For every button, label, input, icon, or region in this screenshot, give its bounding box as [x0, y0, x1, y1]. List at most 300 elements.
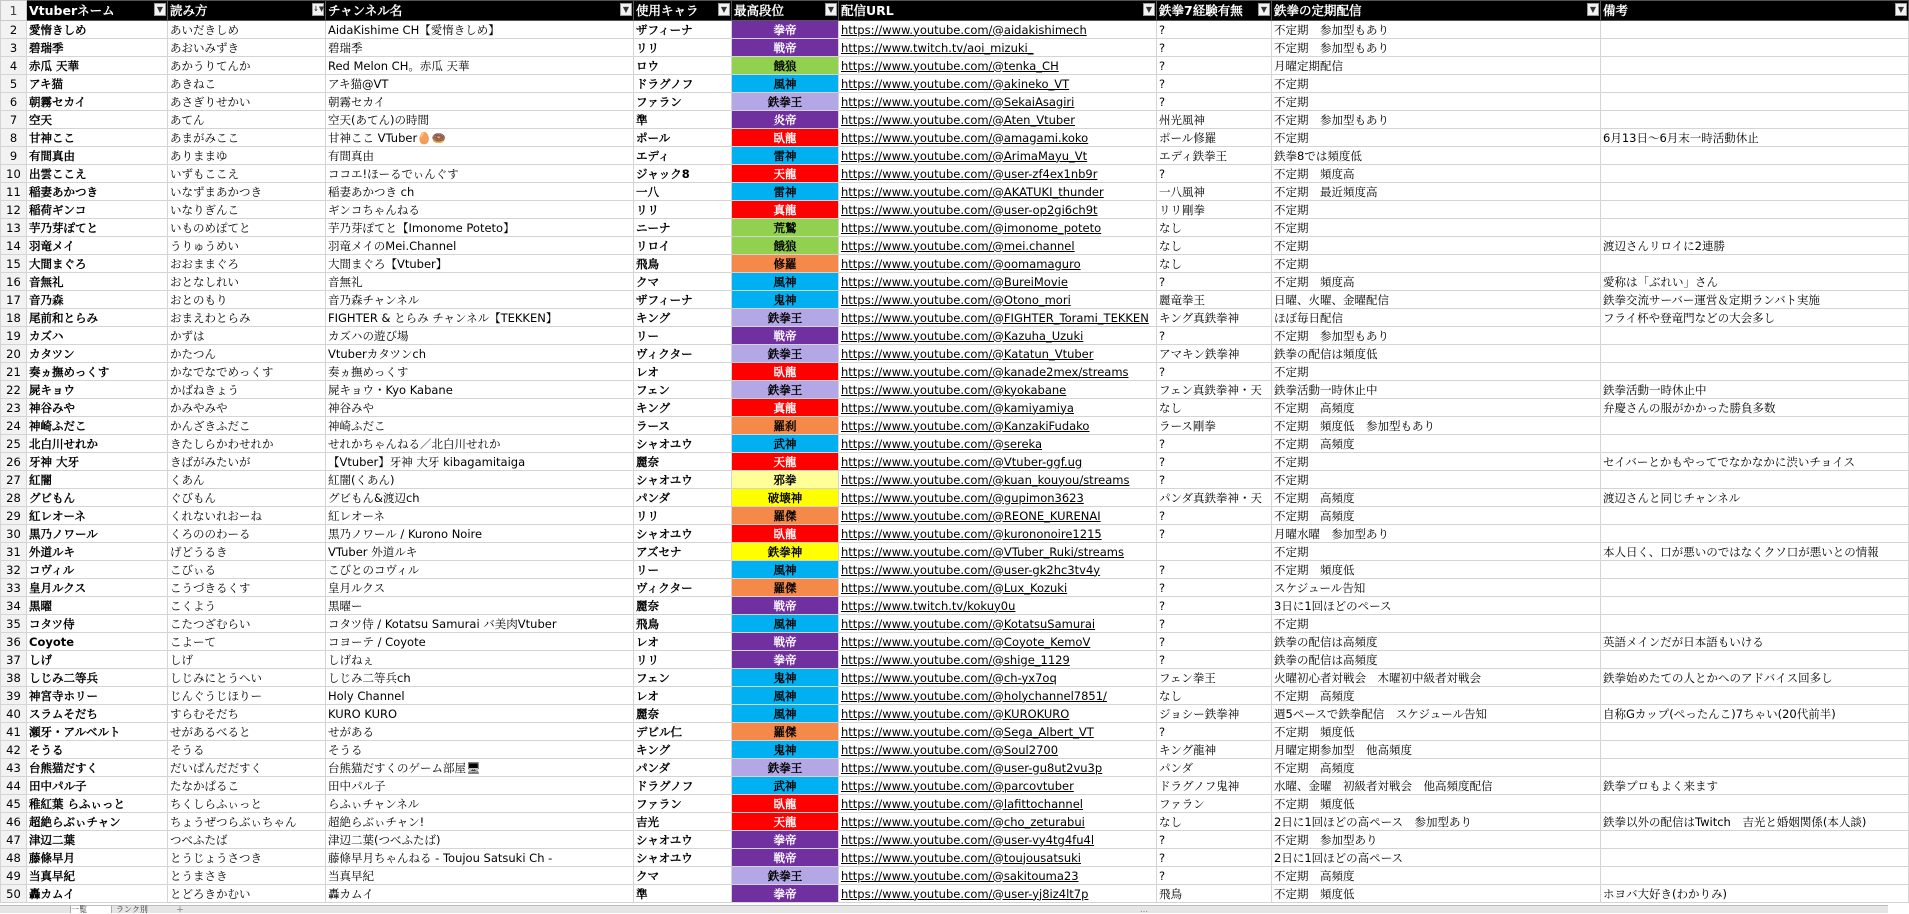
character-cell[interactable]: 一八	[634, 183, 732, 201]
channel-name-cell[interactable]: 【Vtuber】牙神 大牙 kibagamitaiga	[326, 453, 634, 471]
notes-cell[interactable]	[1601, 93, 1909, 111]
reading-cell[interactable]: かたつん	[168, 345, 326, 363]
vtuber-name-cell[interactable]: 轟カムイ	[27, 885, 168, 903]
channel-name-cell[interactable]: 超絶らぶぃチャン!	[326, 813, 634, 831]
notes-cell[interactable]: 自称Gカップ(ぺったんこ)7ちゃい(20代前半)	[1601, 705, 1909, 723]
reading-cell[interactable]: しげ	[168, 651, 326, 669]
notes-cell[interactable]	[1601, 831, 1909, 849]
t7-experience-cell[interactable]: 飛鳥	[1157, 885, 1272, 903]
character-cell[interactable]: ザフィーナ	[634, 291, 732, 309]
t7-experience-cell[interactable]: なし	[1157, 399, 1272, 417]
notes-cell[interactable]	[1601, 687, 1909, 705]
t7-experience-cell[interactable]: ?	[1157, 831, 1272, 849]
url-cell[interactable]: https://www.youtube.com/@toujousatsuki	[839, 849, 1157, 867]
row-number[interactable]: 45	[1, 795, 27, 813]
column-header-3[interactable]	[326, 1, 634, 21]
character-cell[interactable]: リリ	[634, 651, 732, 669]
vtuber-name-cell[interactable]: 津辺二葉	[27, 831, 168, 849]
notes-cell[interactable]	[1601, 147, 1909, 165]
notes-cell[interactable]: 鉄拳プロもよく来ます	[1601, 777, 1909, 795]
character-cell[interactable]: キング	[634, 309, 732, 327]
channel-name-cell[interactable]: 芋乃芽ぽてと【Imonome Poteto】	[326, 219, 634, 237]
row-number[interactable]: 2	[1, 21, 27, 39]
url-cell[interactable]: https://www.youtube.com/@Katatun_Vtuber	[839, 345, 1157, 363]
t7-experience-cell[interactable]: ?	[1157, 723, 1272, 741]
channel-name-cell[interactable]: カズハの遊び場	[326, 327, 634, 345]
t7-experience-cell[interactable]: 州光風神	[1157, 111, 1272, 129]
character-cell[interactable]: 飛鳥	[634, 615, 732, 633]
character-cell[interactable]: デビル仁	[634, 723, 732, 741]
url-cell[interactable]: https://www.youtube.com/@Lux_Kozuki	[839, 579, 1157, 597]
row-number-header[interactable]: 1	[1, 1, 27, 21]
t7-experience-cell[interactable]: ?	[1157, 21, 1272, 39]
notes-cell[interactable]	[1601, 651, 1909, 669]
row-number[interactable]: 11	[1, 183, 27, 201]
notes-cell[interactable]	[1601, 201, 1909, 219]
character-cell[interactable]: ロウ	[634, 57, 732, 75]
regular-stream-cell[interactable]: 鉄拳の配信は高頻度	[1272, 651, 1601, 669]
row-number[interactable]: 50	[1, 885, 27, 903]
reading-cell[interactable]: かずは	[168, 327, 326, 345]
regular-stream-cell[interactable]: 不定期	[1272, 615, 1601, 633]
rank-cell[interactable]: 鉄拳王	[732, 309, 839, 327]
regular-stream-cell[interactable]: 不定期	[1272, 543, 1601, 561]
reading-cell[interactable]: こよーて	[168, 633, 326, 651]
sheet-tab-rank[interactable]: ランク別	[116, 905, 148, 914]
vtuber-name-cell[interactable]: 赤瓜 天華	[27, 57, 168, 75]
row-number[interactable]: 15	[1, 255, 27, 273]
character-cell[interactable]: ファラン	[634, 93, 732, 111]
reading-cell[interactable]: だいぱんだだすく	[168, 759, 326, 777]
t7-experience-cell[interactable]: パンダ真鉄拳神・天	[1157, 489, 1272, 507]
row-number[interactable]: 17	[1, 291, 27, 309]
url-cell[interactable]: https://www.youtube.com/@mei.channel	[839, 237, 1157, 255]
regular-stream-cell[interactable]: 3日に1回ほどのペース	[1272, 597, 1601, 615]
filter-dropdown-icon[interactable]: ▼	[620, 3, 632, 16]
reading-cell[interactable]: いずもここえ	[168, 165, 326, 183]
notes-cell[interactable]: 本人日く、口が悪いのではなくクソ口が悪いとの情報	[1601, 543, 1909, 561]
t7-experience-cell[interactable]: ?	[1157, 651, 1272, 669]
notes-cell[interactable]	[1601, 183, 1909, 201]
channel-name-cell[interactable]: せがある	[326, 723, 634, 741]
vtuber-name-cell[interactable]: Coyote	[27, 633, 168, 651]
channel-name-cell[interactable]: AidaKishime CH【愛惰きしめ】	[326, 21, 634, 39]
channel-name-cell[interactable]: グビもん&渡辺ch	[326, 489, 634, 507]
rank-cell[interactable]: 羅傑	[732, 507, 839, 525]
reading-cell[interactable]: おとなしれい	[168, 273, 326, 291]
notes-cell[interactable]	[1601, 327, 1909, 345]
notes-cell[interactable]: フライ杯や登竜門などの大会多し	[1601, 309, 1909, 327]
filter-dropdown-icon[interactable]: ▼	[1143, 3, 1155, 16]
url-cell[interactable]: https://www.youtube.com/@user-yj8iz4lt7p	[839, 885, 1157, 903]
regular-stream-cell[interactable]: 不定期	[1272, 219, 1601, 237]
channel-name-cell[interactable]: こびとのコヴィル	[326, 561, 634, 579]
vtuber-name-cell[interactable]: 神宮寺ホリー	[27, 687, 168, 705]
t7-experience-cell[interactable]: ?	[1157, 435, 1272, 453]
character-cell[interactable]: ラース	[634, 417, 732, 435]
regular-stream-cell[interactable]: 不定期 高頻度	[1272, 759, 1601, 777]
row-number[interactable]: 19	[1, 327, 27, 345]
regular-stream-cell[interactable]: 不定期 高頻度	[1272, 489, 1601, 507]
character-cell[interactable]: リリ	[634, 201, 732, 219]
character-cell[interactable]: ジャック8	[634, 165, 732, 183]
channel-name-cell[interactable]: 台熊猫だすくのゲーム部屋🖥	[326, 759, 634, 777]
vtuber-name-cell[interactable]: グビもん	[27, 489, 168, 507]
url-cell[interactable]: https://www.youtube.com/@kamiyamiya	[839, 399, 1157, 417]
url-cell[interactable]: https://www.youtube.com/@ch-yx7oq	[839, 669, 1157, 687]
rank-cell[interactable]: 拳帝	[732, 885, 839, 903]
regular-stream-cell[interactable]: 月曜定期参加型 他高頻度	[1272, 741, 1601, 759]
row-number[interactable]: 8	[1, 129, 27, 147]
reading-cell[interactable]: おおままぐろ	[168, 255, 326, 273]
vtuber-name-cell[interactable]: 田中パル子	[27, 777, 168, 795]
regular-stream-cell[interactable]: 2日に1回ほどの高ペース	[1272, 849, 1601, 867]
row-number[interactable]: 37	[1, 651, 27, 669]
reading-cell[interactable]: ぐびもん	[168, 489, 326, 507]
regular-stream-cell[interactable]: 月曜定期配信	[1272, 57, 1601, 75]
notes-cell[interactable]: 鉄拳交流サーバー運営＆定期ランバト実施	[1601, 291, 1909, 309]
channel-name-cell[interactable]: 神崎ふだこ	[326, 417, 634, 435]
row-number[interactable]: 10	[1, 165, 27, 183]
channel-name-cell[interactable]: Vtuberカタツンch	[326, 345, 634, 363]
vtuber-name-cell[interactable]: 空天	[27, 111, 168, 129]
url-cell[interactable]: https://www.youtube.com/@imonome_poteto	[839, 219, 1157, 237]
row-number[interactable]: 7	[1, 111, 27, 129]
rank-cell[interactable]: 餓狼	[732, 237, 839, 255]
row-number[interactable]: 21	[1, 363, 27, 381]
character-cell[interactable]: リー	[634, 561, 732, 579]
reading-cell[interactable]: あきねこ	[168, 75, 326, 93]
rank-cell[interactable]: 拳帝	[732, 21, 839, 39]
row-number[interactable]: 28	[1, 489, 27, 507]
notes-cell[interactable]: 渡辺さんリロイに2連勝	[1601, 237, 1909, 255]
rank-cell[interactable]: 戦帝	[732, 597, 839, 615]
rank-cell[interactable]: 修羅	[732, 255, 839, 273]
url-cell[interactable]: https://www.youtube.com/@user-gu8ut2vu3p	[839, 759, 1157, 777]
regular-stream-cell[interactable]: 不定期 高頻度	[1272, 867, 1601, 885]
rank-cell[interactable]: 鉄拳王	[732, 759, 839, 777]
rank-cell[interactable]: 鬼神	[732, 741, 839, 759]
notes-cell[interactable]	[1601, 111, 1909, 129]
regular-stream-cell[interactable]: 不定期	[1272, 453, 1601, 471]
column-header-6[interactable]	[839, 1, 1157, 21]
reading-cell[interactable]: こうづきるくす	[168, 579, 326, 597]
row-number[interactable]: 16	[1, 273, 27, 291]
rank-cell[interactable]: 荒鷲	[732, 219, 839, 237]
rank-cell[interactable]: 羅刹	[732, 417, 839, 435]
vtuber-name-cell[interactable]: コヴィル	[27, 561, 168, 579]
regular-stream-cell[interactable]: 週5ペースで鉄拳配信 スケジュール告知	[1272, 705, 1601, 723]
channel-name-cell[interactable]: 羽竜メイのMei.Channel	[326, 237, 634, 255]
row-number[interactable]: 40	[1, 705, 27, 723]
character-cell[interactable]: ヴィクター	[634, 345, 732, 363]
row-number[interactable]: 39	[1, 687, 27, 705]
vtuber-name-cell[interactable]: 紅闇	[27, 471, 168, 489]
url-cell[interactable]: https://www.youtube.com/@aidakishimech	[839, 21, 1157, 39]
reading-cell[interactable]: せがあるべると	[168, 723, 326, 741]
row-number[interactable]: 44	[1, 777, 27, 795]
rank-cell[interactable]: 鬼神	[732, 669, 839, 687]
url-cell[interactable]: https://www.youtube.com/@lafittochannel	[839, 795, 1157, 813]
rank-cell[interactable]: 鉄拳神	[732, 543, 839, 561]
channel-name-cell[interactable]: 紅レオーネ	[326, 507, 634, 525]
row-number[interactable]: 26	[1, 453, 27, 471]
reading-cell[interactable]: あいだきしめ	[168, 21, 326, 39]
vtuber-name-cell[interactable]: 有間真由	[27, 147, 168, 165]
row-number[interactable]: 33	[1, 579, 27, 597]
regular-stream-cell[interactable]: 不定期 参加型あり	[1272, 831, 1601, 849]
url-cell[interactable]: https://www.youtube.com/@oomamaguro	[839, 255, 1157, 273]
t7-experience-cell[interactable]: なし	[1157, 219, 1272, 237]
url-cell[interactable]: https://www.youtube.com/@Aten_Vtuber	[839, 111, 1157, 129]
t7-experience-cell[interactable]: なし	[1157, 255, 1272, 273]
rank-cell[interactable]: 武神	[732, 777, 839, 795]
notes-cell[interactable]	[1601, 867, 1909, 885]
url-cell[interactable]: https://www.twitch.tv/aoi_mizuki_	[839, 39, 1157, 57]
character-cell[interactable]: リー	[634, 327, 732, 345]
channel-name-cell[interactable]: ココエ!ほーるでぃんぐす	[326, 165, 634, 183]
t7-experience-cell[interactable]: フェン拳王	[1157, 669, 1272, 687]
character-cell[interactable]: フェン	[634, 381, 732, 399]
regular-stream-cell[interactable]: 不定期	[1272, 129, 1601, 147]
vtuber-name-cell[interactable]: 稲荷ギンコ	[27, 201, 168, 219]
rank-cell[interactable]: 羅傑	[732, 579, 839, 597]
regular-stream-cell[interactable]: 不定期 頻度低 参加型もあり	[1272, 417, 1601, 435]
vtuber-name-cell[interactable]: スラムそだち	[27, 705, 168, 723]
sheet-tab-list[interactable]: 一覧	[70, 906, 112, 913]
vtuber-name-cell[interactable]: しじみ二等兵	[27, 669, 168, 687]
vtuber-name-cell[interactable]: 黒乃ノワール	[27, 525, 168, 543]
row-number[interactable]: 9	[1, 147, 27, 165]
rank-cell[interactable]: 破壊神	[732, 489, 839, 507]
character-cell[interactable]: 吉光	[634, 813, 732, 831]
rank-cell[interactable]: 臥龍	[732, 129, 839, 147]
t7-experience-cell[interactable]: ?	[1157, 453, 1272, 471]
notes-cell[interactable]	[1601, 849, 1909, 867]
vtuber-name-cell[interactable]: 超絶らぶぃチャン	[27, 813, 168, 831]
vtuber-name-cell[interactable]: 尾前和とらみ	[27, 309, 168, 327]
character-cell[interactable]: 準	[634, 111, 732, 129]
row-number[interactable]: 20	[1, 345, 27, 363]
reading-cell[interactable]: つべふたば	[168, 831, 326, 849]
t7-experience-cell[interactable]: ドラグノフ鬼神	[1157, 777, 1272, 795]
channel-name-cell[interactable]: 当真早紀	[326, 867, 634, 885]
url-cell[interactable]: https://www.youtube.com/@Vtuber-ggf.ug	[839, 453, 1157, 471]
vtuber-name-cell[interactable]: 出雲ここえ	[27, 165, 168, 183]
reading-cell[interactable]: くれないれおーね	[168, 507, 326, 525]
channel-name-cell[interactable]: 碧瑞季	[326, 39, 634, 57]
t7-experience-cell[interactable]: なし	[1157, 687, 1272, 705]
channel-name-cell[interactable]: せれかちゃんねる／北白川せれか	[326, 435, 634, 453]
character-cell[interactable]: シャオユウ	[634, 471, 732, 489]
channel-name-cell[interactable]: 黒乃ノワール / Kurono Noire	[326, 525, 634, 543]
url-cell[interactable]: https://www.youtube.com/@VTuber_Ruki/streams	[839, 543, 1157, 561]
reading-cell[interactable]: あまがみここ	[168, 129, 326, 147]
row-number[interactable]: 35	[1, 615, 27, 633]
t7-experience-cell[interactable]: ?	[1157, 327, 1272, 345]
channel-name-cell[interactable]: 有間真由	[326, 147, 634, 165]
vtuber-name-cell[interactable]: 牙神 大牙	[27, 453, 168, 471]
vtuber-name-cell[interactable]: 音乃森	[27, 291, 168, 309]
rank-cell[interactable]: 鉄拳王	[732, 93, 839, 111]
regular-stream-cell[interactable]: 2日に1回ほどの高ペース 参加型あり	[1272, 813, 1601, 831]
vtuber-name-cell[interactable]: 奏ヵ撫めっくす	[27, 363, 168, 381]
regular-stream-cell[interactable]: 不定期 頻度低	[1272, 795, 1601, 813]
rank-cell[interactable]: 真龍	[732, 201, 839, 219]
channel-name-cell[interactable]: 黒曜ー	[326, 597, 634, 615]
notes-cell[interactable]	[1601, 363, 1909, 381]
t7-experience-cell[interactable]: リリ剛拳	[1157, 201, 1272, 219]
vtuber-name-cell[interactable]: カタツン	[27, 345, 168, 363]
row-number[interactable]: 12	[1, 201, 27, 219]
t7-experience-cell[interactable]: 一八風神	[1157, 183, 1272, 201]
rank-cell[interactable]: 風神	[732, 561, 839, 579]
url-cell[interactable]: https://www.youtube.com/@ArimaMayu_Vt	[839, 147, 1157, 165]
rank-cell[interactable]: 鬼神	[732, 291, 839, 309]
channel-name-cell[interactable]: ギンコちゃんねる	[326, 201, 634, 219]
url-cell[interactable]: https://www.youtube.com/@kurononoire1215	[839, 525, 1157, 543]
url-cell[interactable]: https://www.youtube.com/@cho_zeturabui	[839, 813, 1157, 831]
regular-stream-cell[interactable]: 不定期 参加型もあり	[1272, 111, 1601, 129]
reading-cell[interactable]: きばがみたいが	[168, 453, 326, 471]
url-cell[interactable]: https://www.youtube.com/@shige_1129	[839, 651, 1157, 669]
character-cell[interactable]: 麗奈	[634, 705, 732, 723]
url-cell[interactable]: https://www.youtube.com/@Soul2700	[839, 741, 1157, 759]
channel-name-cell[interactable]: 大間まぐろ【Vtuber】	[326, 255, 634, 273]
row-number[interactable]: 48	[1, 849, 27, 867]
row-number[interactable]: 43	[1, 759, 27, 777]
notes-cell[interactable]	[1601, 165, 1909, 183]
notes-cell[interactable]	[1601, 741, 1909, 759]
vtuber-name-cell[interactable]: 稲妻あかつき	[27, 183, 168, 201]
notes-cell[interactable]	[1601, 255, 1909, 273]
rank-cell[interactable]: 戦帝	[732, 849, 839, 867]
rank-cell[interactable]: 真龍	[732, 399, 839, 417]
notes-cell[interactable]	[1601, 435, 1909, 453]
url-cell[interactable]: https://www.youtube.com/@FIGHTER_Torami_TEKKEN	[839, 309, 1157, 327]
character-cell[interactable]: キング	[634, 741, 732, 759]
url-cell[interactable]: https://www.youtube.com/@amagami.koko	[839, 129, 1157, 147]
url-cell[interactable]: https://www.youtube.com/@tenka_CH	[839, 57, 1157, 75]
vtuber-name-cell[interactable]: 藤條早月	[27, 849, 168, 867]
regular-stream-cell[interactable]: 不定期 頻度高	[1272, 165, 1601, 183]
channel-name-cell[interactable]: しじみ二等兵ch	[326, 669, 634, 687]
row-number[interactable]: 5	[1, 75, 27, 93]
url-cell[interactable]: https://www.youtube.com/@BureiMovie	[839, 273, 1157, 291]
channel-name-cell[interactable]: 奏ヵ撫めっくす	[326, 363, 634, 381]
character-cell[interactable]: シャオユウ	[634, 435, 732, 453]
notes-cell[interactable]	[1601, 21, 1909, 39]
row-number[interactable]: 47	[1, 831, 27, 849]
vtuber-name-cell[interactable]: 台熊猫だすく	[27, 759, 168, 777]
character-cell[interactable]: クマ	[634, 273, 732, 291]
row-number[interactable]: 23	[1, 399, 27, 417]
row-number[interactable]: 13	[1, 219, 27, 237]
reading-cell[interactable]: じんぐうじほりー	[168, 687, 326, 705]
reading-cell[interactable]: しじみにとうへい	[168, 669, 326, 687]
channel-name-cell[interactable]: 朝霧セカイ	[326, 93, 634, 111]
notes-cell[interactable]: 渡辺さんと同じチャンネル	[1601, 489, 1909, 507]
row-number[interactable]: 25	[1, 435, 27, 453]
t7-experience-cell[interactable]: ?	[1157, 507, 1272, 525]
url-cell[interactable]: https://www.youtube.com/@Coyote_KemoV	[839, 633, 1157, 651]
vtuber-name-cell[interactable]: 神谷みや	[27, 399, 168, 417]
character-cell[interactable]: ポール	[634, 129, 732, 147]
t7-experience-cell[interactable]: なし	[1157, 237, 1272, 255]
url-cell[interactable]: https://www.youtube.com/@Otono_mori	[839, 291, 1157, 309]
notes-cell[interactable]	[1601, 759, 1909, 777]
vtuber-name-cell[interactable]: 碧瑞季	[27, 39, 168, 57]
url-cell[interactable]: https://www.youtube.com/@KanzakiFudako	[839, 417, 1157, 435]
notes-cell[interactable]	[1601, 57, 1909, 75]
regular-stream-cell[interactable]: 火曜初心者対戦会 木曜初中級者対戦会	[1272, 669, 1601, 687]
url-cell[interactable]: https://www.youtube.com/@REONE_KURENAI	[839, 507, 1157, 525]
notes-cell[interactable]: 弁慶さんの服がかかった勝負多数	[1601, 399, 1909, 417]
rank-cell[interactable]: 風神	[732, 705, 839, 723]
notes-cell[interactable]	[1601, 507, 1909, 525]
rank-cell[interactable]: 風神	[732, 273, 839, 291]
character-cell[interactable]: レオ	[634, 687, 732, 705]
vtuber-name-cell[interactable]: 朝霧セカイ	[27, 93, 168, 111]
channel-name-cell[interactable]: らふぃチャンネル	[326, 795, 634, 813]
reading-cell[interactable]: おとのもり	[168, 291, 326, 309]
url-cell[interactable]: https://www.youtube.com/@gupimon3623	[839, 489, 1157, 507]
url-cell[interactable]: https://www.youtube.com/@kuan_kouyou/streams	[839, 471, 1157, 489]
regular-stream-cell[interactable]: 不定期 参加型もあり	[1272, 21, 1601, 39]
t7-experience-cell[interactable]: ?	[1157, 471, 1272, 489]
regular-stream-cell[interactable]: 日曜、火曜、金曜配信	[1272, 291, 1601, 309]
character-cell[interactable]: 麗奈	[634, 453, 732, 471]
t7-experience-cell[interactable]: ?	[1157, 57, 1272, 75]
reading-cell[interactable]: くろののわーる	[168, 525, 326, 543]
t7-experience-cell[interactable]: ?	[1157, 867, 1272, 885]
t7-experience-cell[interactable]: ファラン	[1157, 795, 1272, 813]
row-number[interactable]: 42	[1, 741, 27, 759]
notes-cell[interactable]: 6月13日～6月末一時活動休止	[1601, 129, 1909, 147]
vtuber-name-cell[interactable]: カズハ	[27, 327, 168, 345]
regular-stream-cell[interactable]: 月曜水曜 参加型あり	[1272, 525, 1601, 543]
regular-stream-cell[interactable]: 不定期 最近頻度高	[1272, 183, 1601, 201]
regular-stream-cell[interactable]: 鉄拳活動一時休止中	[1272, 381, 1601, 399]
vtuber-name-cell[interactable]: 外道ルキ	[27, 543, 168, 561]
t7-experience-cell[interactable]: ?	[1157, 273, 1272, 291]
rank-cell[interactable]: 邪拳	[732, 471, 839, 489]
regular-stream-cell[interactable]: スケジュール告知	[1272, 579, 1601, 597]
url-cell[interactable]: https://www.youtube.com/@AKATUKI_thunder	[839, 183, 1157, 201]
column-header-8[interactable]	[1272, 1, 1601, 21]
reading-cell[interactable]: くあん	[168, 471, 326, 489]
row-number[interactable]: 32	[1, 561, 27, 579]
vtuber-name-cell[interactable]: アキ猫	[27, 75, 168, 93]
t7-experience-cell[interactable]: 麗竜拳王	[1157, 291, 1272, 309]
row-number[interactable]: 3	[1, 39, 27, 57]
t7-experience-cell[interactable]: ?	[1157, 363, 1272, 381]
channel-name-cell[interactable]: 紅闇(くあん)	[326, 471, 634, 489]
sort-filter-icon[interactable]: ↓▼	[312, 3, 324, 16]
vtuber-name-cell[interactable]: 皇月ルクス	[27, 579, 168, 597]
vtuber-name-cell[interactable]: 北白川せれか	[27, 435, 168, 453]
vtuber-name-cell[interactable]: 当真早紀	[27, 867, 168, 885]
reading-cell[interactable]: そうる	[168, 741, 326, 759]
notes-cell[interactable]	[1601, 615, 1909, 633]
reading-cell[interactable]: とどろきかむい	[168, 885, 326, 903]
t7-experience-cell[interactable]: なし	[1157, 813, 1272, 831]
regular-stream-cell[interactable]: 鉄拳8では頻度低	[1272, 147, 1601, 165]
character-cell[interactable]: リリ	[634, 39, 732, 57]
channel-name-cell[interactable]: Red Melon CH。赤瓜 天華	[326, 57, 634, 75]
vtuber-name-cell[interactable]: そうる	[27, 741, 168, 759]
regular-stream-cell[interactable]: 不定期	[1272, 201, 1601, 219]
